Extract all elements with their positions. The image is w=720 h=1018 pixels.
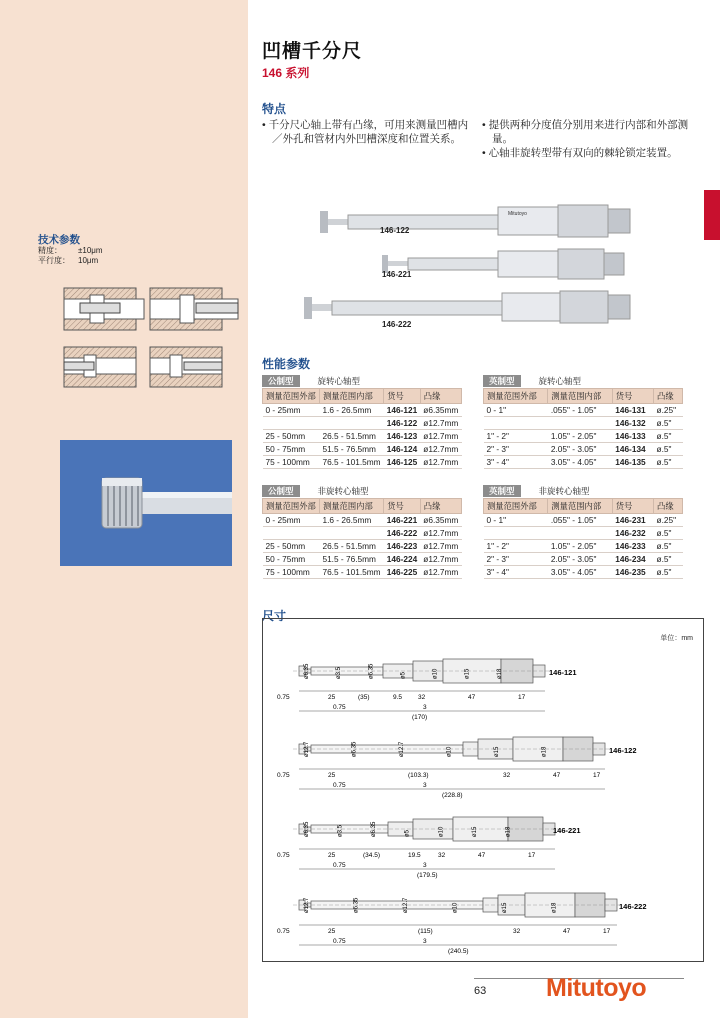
table-cell: ø12.7mm <box>420 456 461 469</box>
dimension-value: 0.75 <box>277 772 290 779</box>
column-header: 凸缘 <box>420 499 461 514</box>
total-length: (179.5) <box>417 872 438 879</box>
diameter-label: ø12.7 <box>403 897 409 913</box>
table-caption <box>483 485 683 498</box>
specs-heading: 技术参数 <box>38 234 80 246</box>
table-cell: ø12.7mm <box>420 443 461 456</box>
spindle-type-label: 非旋转心轴型 <box>538 486 590 496</box>
table-cell: 50 - 75mm <box>263 553 320 566</box>
table-cell: 51.5 - 76.5mm <box>319 443 383 456</box>
column-header: 测量范围内部 <box>548 499 612 514</box>
table-cell: .055" - 1.05" <box>548 404 612 417</box>
table-cell: 146-133 <box>612 430 653 443</box>
diameter-label: ø6.35 <box>304 663 310 679</box>
sleeve <box>525 893 575 917</box>
feature-item: • 心轴非旋转型带有双向的棘轮锁定装置。 <box>482 146 696 160</box>
table-cell: 2" - 3" <box>484 443 548 456</box>
spec-table <box>483 498 683 579</box>
table-cell: ø.5" <box>654 443 683 456</box>
table-cell: ø.5" <box>654 456 683 469</box>
feature-item: • 千分尺心轴上带有凸缘，可用来测量凹槽内／外孔和管材内外凹槽深度和位置关系。 <box>262 118 474 146</box>
table-header-row <box>484 389 683 404</box>
product-closeup-photo <box>60 440 232 566</box>
diameter-label: ø6.35 <box>353 897 360 913</box>
spec-table-block <box>262 485 462 579</box>
table-caption <box>483 375 683 388</box>
total-length: (240.5) <box>448 948 469 955</box>
table-cell: 146-122 <box>384 417 421 430</box>
table-row <box>484 566 683 579</box>
table-cell: 25 - 50mm <box>263 540 320 553</box>
table-type-label: 英制型 <box>483 485 521 497</box>
table-cell: 2" - 3" <box>484 553 548 566</box>
table-cell: 0 - 25mm <box>263 404 320 417</box>
illustration-inner-groove-b <box>150 288 238 330</box>
table-row <box>263 566 462 579</box>
table-row <box>263 404 462 417</box>
dimension-value: 47 <box>478 852 486 859</box>
dimension-value: 3 <box>423 704 427 711</box>
diameter-label: ø6.35 <box>371 821 378 837</box>
table-cell: 1" - 2" <box>484 540 548 553</box>
table-cell: ø.5" <box>654 430 683 443</box>
diameter-label: ø15 <box>464 668 471 679</box>
product-label: 146-222 <box>382 320 412 329</box>
spindle-type-label: 旋转心轴型 <box>538 376 582 386</box>
table-cell: ø12.7mm <box>420 566 461 579</box>
table-row <box>263 456 462 469</box>
table-cell: 76.5 - 101.5mm <box>319 456 383 469</box>
table-cell: 0 - 1" <box>484 404 548 417</box>
diameter-label: ø12.7 <box>399 741 405 757</box>
table-cell: 146-231 <box>612 514 653 527</box>
dimension-value: 0.75 <box>333 782 346 789</box>
dimension-value: (35) <box>358 694 370 701</box>
table-cell: ø.5" <box>654 553 683 566</box>
table-row <box>263 540 462 553</box>
table-cell: 3.05" - 4.05" <box>548 566 612 579</box>
column-header: 货号 <box>612 499 653 514</box>
table-row <box>263 553 462 566</box>
table-cell: 76.5 - 101.5mm <box>319 566 383 579</box>
spec-table <box>262 388 462 469</box>
diameter-label: ø3.5 <box>336 666 343 679</box>
spindle-type-label: 旋转心轴型 <box>317 376 361 386</box>
table-cell: 146-223 <box>384 540 421 553</box>
dimension-value: 25 <box>328 852 336 859</box>
dimension-value: 25 <box>328 772 336 779</box>
table-cell: 146-232 <box>612 527 653 540</box>
drawing-model-label: 146-121 <box>549 668 577 677</box>
series-subtitle: 146 系列 <box>262 66 310 80</box>
table-cell: ø12.7mm <box>420 527 461 540</box>
column-header: 货号 <box>384 499 421 514</box>
product-label: 146-221 <box>382 270 412 279</box>
spec-table-block <box>483 485 683 579</box>
dimension-value: 3 <box>423 782 427 789</box>
table-cell: 1.6 - 26.5mm <box>319 514 383 527</box>
table-cell <box>319 527 383 540</box>
dimension-value: 0.75 <box>277 852 290 859</box>
illustration-inner-groove-a <box>64 288 144 330</box>
product-images <box>300 195 640 335</box>
table-cell: 2.05" - 3.05" <box>548 553 612 566</box>
dimension-drawings-box <box>262 618 704 962</box>
spec-value: 10μm <box>78 256 99 265</box>
diameter-label: ø6.35 <box>368 663 375 679</box>
table-cell <box>548 527 612 540</box>
micrometer-146-222 <box>304 291 630 323</box>
table-row <box>263 514 462 527</box>
total-length: (228.8) <box>442 792 463 799</box>
table-cell: ø.5" <box>654 540 683 553</box>
table-cell: 0 - 1" <box>484 514 548 527</box>
dimension-value: 9.5 <box>393 694 403 701</box>
dimensions-heading: 尺寸 <box>262 609 287 623</box>
page-number: 63 <box>474 978 684 997</box>
dimension-value: 3 <box>423 938 427 945</box>
spec-table-block <box>483 375 683 469</box>
column-header: 测量范围外部 <box>484 389 548 404</box>
dimension-value: 17 <box>528 852 536 859</box>
dimension-value: 25 <box>328 694 336 701</box>
table-row <box>484 430 683 443</box>
table-cell: 146-235 <box>612 566 653 579</box>
table-type-label: 英制型 <box>483 375 521 387</box>
spec-table <box>262 498 462 579</box>
table-header-row <box>484 499 683 514</box>
diameter-label: ø18 <box>551 902 558 913</box>
features-heading: 特点 <box>262 102 287 116</box>
dimension-value: 47 <box>553 772 561 779</box>
mitutoyo-logo: Mitutoyo <box>546 974 647 1002</box>
features-list-left <box>262 118 474 146</box>
diameter-label: ø15 <box>471 826 478 837</box>
diameter-label: ø12.7 <box>304 897 310 913</box>
dimension-value: 17 <box>593 772 601 779</box>
dimension-value: 0.75 <box>277 928 290 935</box>
spec-value: ±10μm <box>78 246 103 255</box>
diameter-label: ø10 <box>432 668 439 679</box>
spindle-type-label: 非旋转心轴型 <box>317 486 369 496</box>
specs-table <box>38 246 111 266</box>
table-cell: 146-132 <box>612 417 653 430</box>
diameter-label: ø10 <box>446 746 453 757</box>
brand-mark: Mitutoyo <box>508 211 527 217</box>
table-cell: 50 - 75mm <box>263 443 320 456</box>
thimble-knurl <box>508 817 543 841</box>
table-row <box>263 443 462 456</box>
table-row <box>484 443 683 456</box>
drawing-model-label: 146-221 <box>553 826 581 835</box>
sleeve <box>513 737 563 761</box>
unit-label: 单位：mm <box>660 635 693 642</box>
table-cell: 146-121 <box>384 404 421 417</box>
spec-label: 精度： <box>38 246 62 255</box>
column-header: 测量范围外部 <box>484 499 548 514</box>
table-cell <box>484 527 548 540</box>
table-row <box>484 527 683 540</box>
diameter-label: ø18 <box>541 746 548 757</box>
table-cell: 146-123 <box>384 430 421 443</box>
table-caption <box>262 485 462 498</box>
column-header: 凸缘 <box>654 389 683 404</box>
column-header: 测量范围内部 <box>548 389 612 404</box>
feature-item: • 提供两种分度值分别用来进行内部和外部测量。 <box>482 118 696 146</box>
dimension-value: (115) <box>418 928 433 935</box>
diameter-label: ø15 <box>494 746 500 757</box>
dimension-value: 0.75 <box>333 938 346 945</box>
dimension-value: 17 <box>518 694 526 701</box>
diameter-label: ø15 <box>502 902 508 913</box>
drawing-model-label: 146-222 <box>619 902 647 911</box>
diameter-label: ø5 <box>404 829 411 837</box>
dimension-value: 32 <box>503 772 511 779</box>
table-cell: ø.5" <box>654 566 683 579</box>
table-row <box>484 456 683 469</box>
table-cell: 146-135 <box>612 456 653 469</box>
dimension-drawings <box>263 619 703 961</box>
dimension-value: 47 <box>563 928 571 935</box>
dimension-value: 32 <box>513 928 521 935</box>
dimension-value: 0.75 <box>333 862 346 869</box>
diameter-label: ø18 <box>496 668 503 679</box>
table-cell: 0 - 25mm <box>263 514 320 527</box>
diameter-label: ø6.35 <box>304 821 310 837</box>
dimension-value: 47 <box>468 694 476 701</box>
table-cell: 146-222 <box>384 527 421 540</box>
table-cell: ø.25" <box>654 404 683 417</box>
table-cell: 1.05" - 2.05" <box>548 540 612 553</box>
micrometer-146-122 <box>320 205 630 237</box>
table-caption <box>262 375 462 388</box>
table-cell: ø6.35mm <box>420 404 461 417</box>
dimension-value: 0.75 <box>277 694 290 701</box>
table-cell: 51.5 - 76.5mm <box>319 553 383 566</box>
table-cell: ø.5" <box>654 417 683 430</box>
illustration-outer-groove-a <box>64 347 136 387</box>
diameter-label: ø10 <box>452 902 459 913</box>
table-cell: 3.05" - 4.05" <box>548 456 612 469</box>
table-cell: 146-234 <box>612 553 653 566</box>
table-header-row <box>263 389 462 404</box>
section-tab-marker <box>704 190 720 240</box>
table-cell: 25 - 50mm <box>263 430 320 443</box>
column-header: 测量范围内部 <box>319 389 383 404</box>
groove-measurement-illustrations <box>60 285 240 390</box>
table-cell: ø.25" <box>654 514 683 527</box>
column-header: 测量范围外部 <box>263 499 320 514</box>
column-header: 测量范围外部 <box>263 389 320 404</box>
table-cell: 75 - 100mm <box>263 566 320 579</box>
table-cell: 3" - 4" <box>484 456 548 469</box>
table-cell: ø.5" <box>654 527 683 540</box>
diameter-label: ø5 <box>400 671 407 679</box>
illustration-outer-groove-b <box>150 347 222 387</box>
table-cell: 146-134 <box>612 443 653 456</box>
product-label: 146-122 <box>380 226 410 235</box>
table-cell: ø12.7mm <box>420 430 461 443</box>
table-cell: 2.05" - 3.05" <box>548 443 612 456</box>
table-cell <box>263 417 320 430</box>
table-row <box>263 430 462 443</box>
table-cell: 3" - 4" <box>484 566 548 579</box>
table-cell: 146-124 <box>384 443 421 456</box>
column-header: 测量范围内部 <box>319 499 383 514</box>
table-cell <box>548 417 612 430</box>
table-cell: 146-131 <box>612 404 653 417</box>
dimension-value: 19.5 <box>408 852 421 859</box>
table-cell: 75 - 100mm <box>263 456 320 469</box>
dimension-value: (34.5) <box>363 852 380 859</box>
column-header: 货号 <box>384 389 421 404</box>
dimension-value: 3 <box>423 862 427 869</box>
table-type-label: 公制型 <box>262 375 300 387</box>
table-cell: ø6.35mm <box>420 514 461 527</box>
page-title: 凹槽千分尺 <box>262 41 363 62</box>
diameter-label: ø3.5 <box>337 824 344 837</box>
table-row <box>263 417 462 430</box>
table-cell <box>319 417 383 430</box>
column-header: 凸缘 <box>420 389 461 404</box>
table-cell: ø12.7mm <box>420 417 461 430</box>
table-cell: ø12.7mm <box>420 553 461 566</box>
dimension-value: 32 <box>438 852 446 859</box>
table-row <box>484 514 683 527</box>
table-cell: 146-221 <box>384 514 421 527</box>
diameter-label: ø12.7 <box>304 741 310 757</box>
table-cell: 1.6 - 26.5mm <box>319 404 383 417</box>
table-row <box>484 553 683 566</box>
table-row <box>484 540 683 553</box>
diameter-label: ø10 <box>438 826 445 837</box>
dimension-value: 32 <box>418 694 426 701</box>
table-row <box>263 527 462 540</box>
column-header: 凸缘 <box>654 499 683 514</box>
table-type-label: 公制型 <box>262 485 300 497</box>
table-row <box>484 404 683 417</box>
table-cell: 146-224 <box>384 553 421 566</box>
table-cell: .055" - 1.05" <box>548 514 612 527</box>
table-cell <box>263 527 320 540</box>
features-list-right <box>482 118 696 160</box>
table-cell: 26.5 - 51.5mm <box>319 540 383 553</box>
table-cell: 146-125 <box>384 456 421 469</box>
table-cell: 1.05" - 2.05" <box>548 430 612 443</box>
micrometer-146-221 <box>382 249 624 279</box>
table-header-row <box>263 499 462 514</box>
drawing-model-label: 146-122 <box>609 746 637 755</box>
performance-heading: 性能参数 <box>262 357 311 371</box>
table-cell: 26.5 - 51.5mm <box>319 430 383 443</box>
spec-label: 平行度： <box>38 256 70 265</box>
diameter-label: ø18 <box>505 826 512 837</box>
table-cell: 146-225 <box>384 566 421 579</box>
table-cell: 146-233 <box>612 540 653 553</box>
dimension-value: (103.3) <box>408 772 429 779</box>
dimension-value: 0.75 <box>333 704 346 711</box>
dimension-value: 17 <box>603 928 611 935</box>
diameter-label: ø6.35 <box>351 741 358 757</box>
table-cell: ø12.7mm <box>420 540 461 553</box>
dimension-value: 25 <box>328 928 336 935</box>
table-row <box>484 417 683 430</box>
total-length: (170) <box>412 714 428 721</box>
table-cell: 1" - 2" <box>484 430 548 443</box>
table-cell <box>484 417 548 430</box>
column-header: 货号 <box>612 389 653 404</box>
spec-table <box>483 388 683 469</box>
spec-table-block <box>262 375 462 469</box>
ratchet-closeup-image <box>60 440 232 566</box>
